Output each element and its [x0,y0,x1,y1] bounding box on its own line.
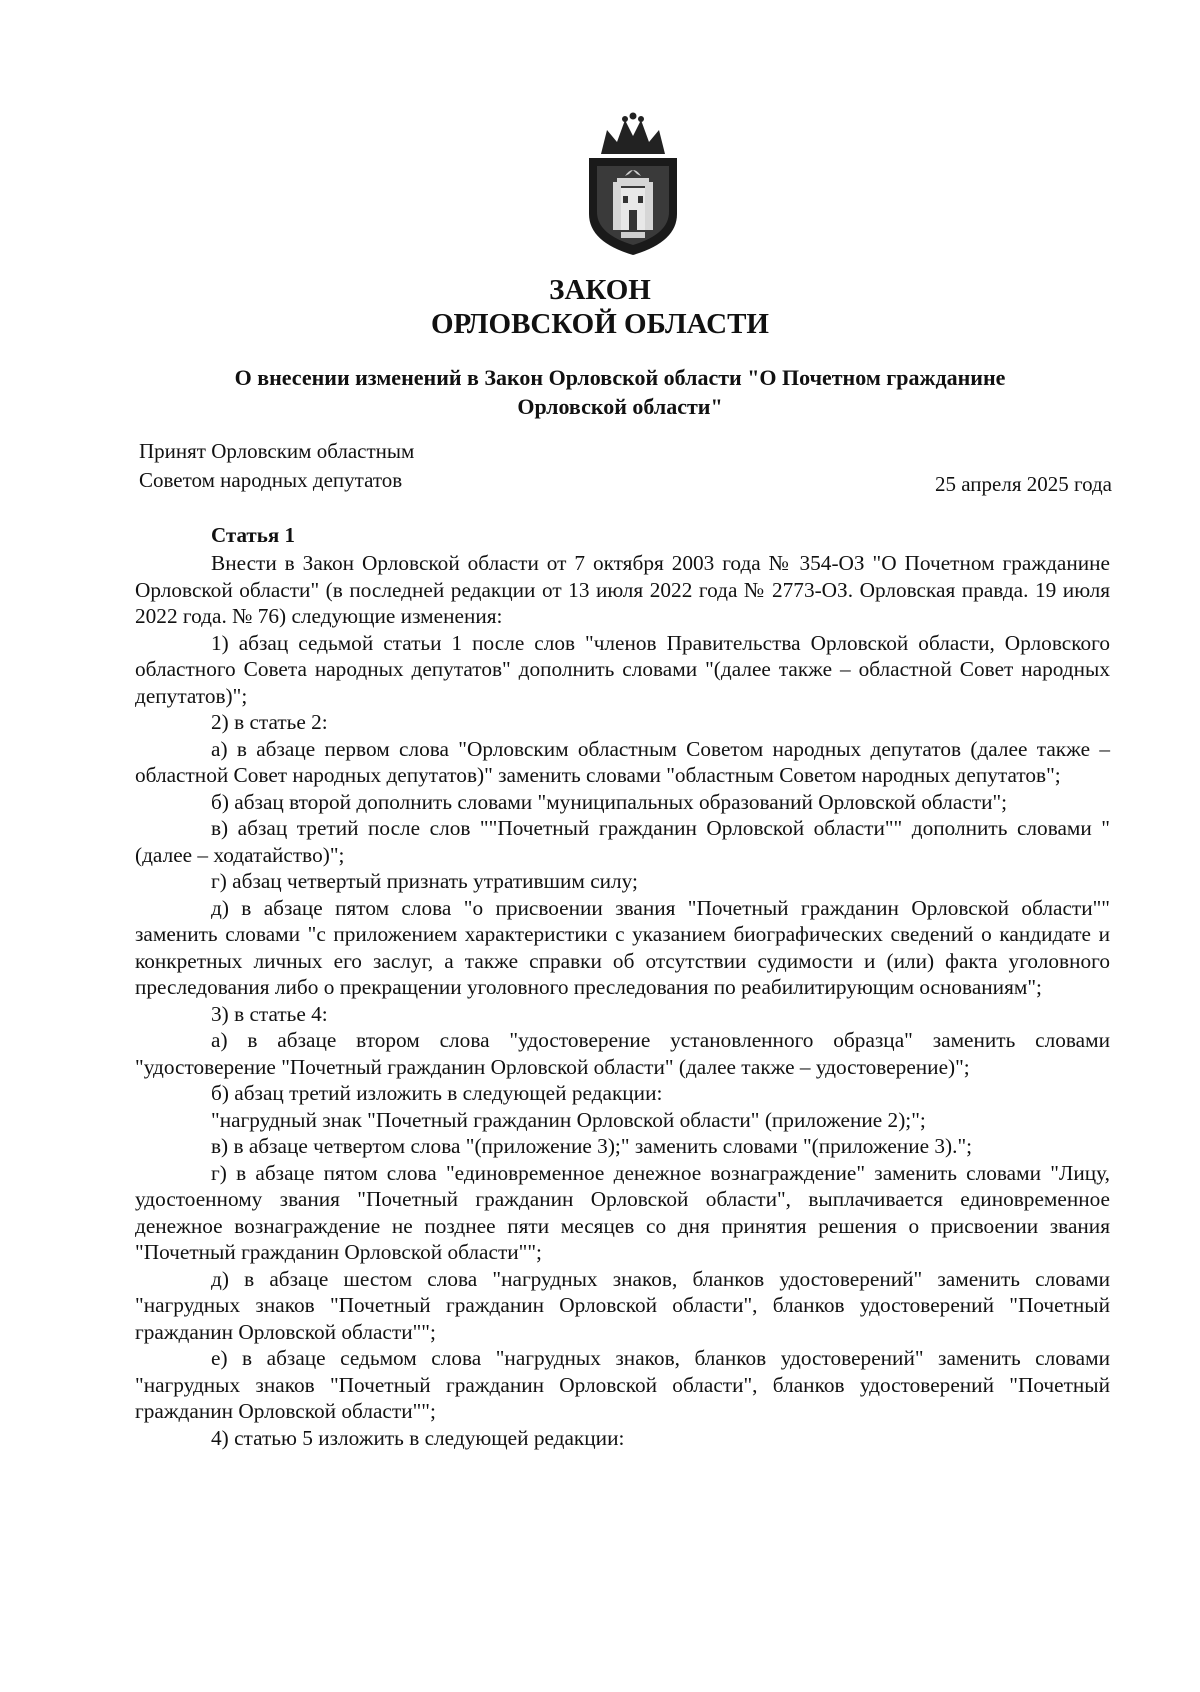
adoption-block [139,437,414,495]
article-body [135,550,1110,1451]
paragraph: "нагрудный знак "Почетный гражданин Орловской области" (приложение 2);"; [211,1107,926,1132]
document-title: ЗАКОН [549,274,651,306]
paragraph: в) абзац третий после слов ""Почетный гражданин Орловской области"" дополнить словами "(далее – ходатайство)"; [135,816,1110,867]
paragraph: г) абзац четвертый признать утратившим силу; [211,869,638,893]
adoption-line: Советом народных депутатов [139,468,403,492]
paragraph: в) в абзаце четвертом слова "(приложение 3);" заменить словами "(приложение 3)."; [211,1134,973,1158]
paragraph: е) в абзаце седьмом слова "нагрудных знаков, бланков удостоверений" заменить словами "нагрудных знаков "Почетный гражданин Орловской области", бланков удостоверений "Почетный гражданин Орловской области""; [135,1346,1110,1423]
paragraph: 1) абзац седьмой статьи 1 после слов "членов Правительства Орловской области, Орловского областного Совета народных депутатов" дополнить словами "(далее также – областной Совет народных депутатов)"; [135,630,1110,708]
paragraph: б) абзац третий изложить в следующей редакции: [211,1081,663,1105]
document-subtitle: О внесении изменений в Закон Орловской области "О Почетном гражданине Орловской области" [234,365,1006,419]
paragraph: а) в абзаце первом слова "Орловским областным Советом народных депутатов (далее также – областной Совет народных депутатов)" заменить словами "областным Советом народных депутатов"; [135,736,1110,787]
article-heading: Статья 1 [211,523,295,547]
paragraph: 2) в статье 2: [211,710,328,734]
paragraph: д) в абзаце шестом слова "нагрудных знаков, бланков удостоверений" заменить словами "нагрудных знаков "Почетный гражданин Орловской области", бланков удостоверений "Почетный гражданин Орловской области""; [135,1266,1110,1344]
paragraph: а) в абзаце втором слова "удостоверение установленного образца" заменить словами "удостоверение "Почетный гражданин Орловской области" (далее также – удостоверение)"; [135,1028,1110,1079]
paragraph: 3) в статье 4: [211,1001,328,1026]
paragraph: г) в абзаце пятом слова "единовременное денежное вознаграждение" заменить словами "Лицу, удостоенному звания "Почетный гражданин Орловской области", выплачивается единовременное денежное вознаграждение не позднее пяти месяцев со дня принятия решения о присвоении звания "Почетный гражданин Орловской области""; [135,1160,1110,1264]
paragraph: б) абзац второй дополнить словами "муниципальных образований Орловской области"; [211,789,1008,814]
paragraph: 4) статью 5 изложить в следующей редакции: [211,1425,625,1450]
paragraph: Внести в Закон Орловской области от 7 октября 2003 года № 354-ОЗ "О Почетном гражданине Орловской области" (в последней редакции от 13 июля 2022 года № 2773-ОЗ. Орловская правда. 19 июля 2022 года. № 76) следующие изменения: [135,551,1110,628]
document-title-region: ОРЛОВСКОЙ ОБЛАСТИ [430,308,769,340]
adoption-line: Принят Орловским областным [139,439,415,463]
coat-of-arms-icon [573,112,693,257]
paragraph: д) в абзаце пятом слова "о присвоении звания "Почетный гражданин Орловской области"" заменить словами "с приложением характеристики с указанием биографических сведений о кандидате и конкретных личных его заслуг, а также справки об отсутствии судимости и (или) факта уголовного преследования либо о прекращении уголовного преследования по реабилитирующим основаниям"; [135,895,1110,999]
adoption-date: 25 апреля 2025 года [935,472,1112,496]
